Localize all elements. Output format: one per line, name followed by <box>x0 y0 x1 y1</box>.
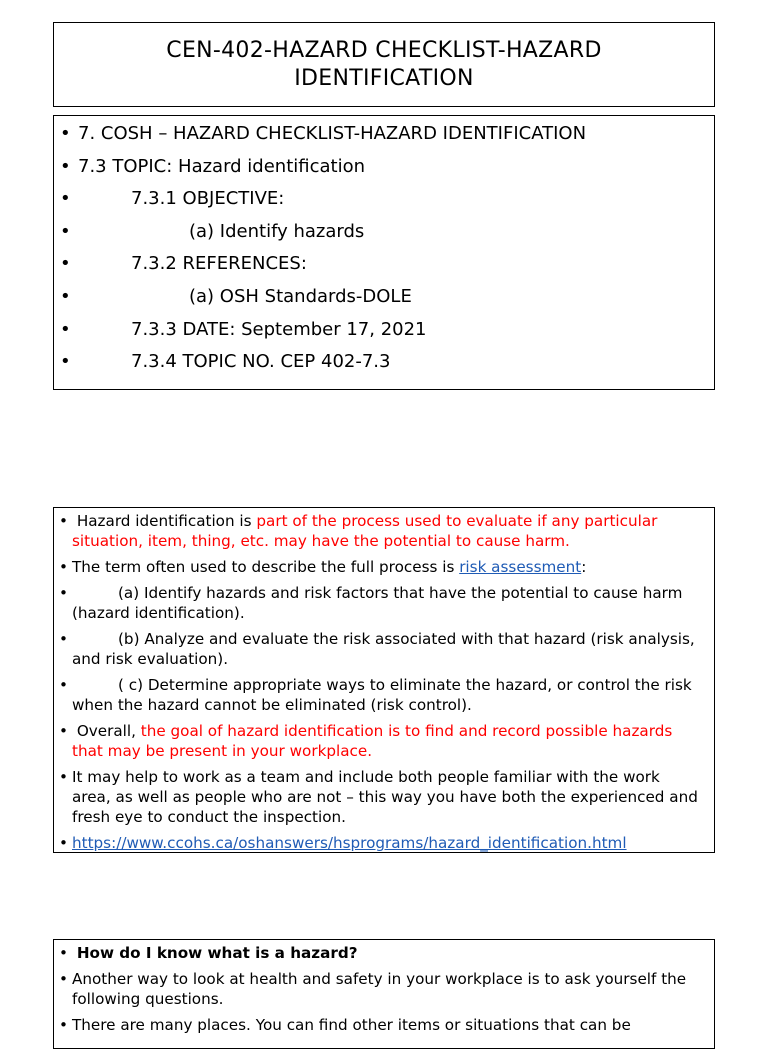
bullet-icon: • <box>59 834 68 852</box>
question-list <box>54 940 714 1035</box>
hazard-identification-box <box>53 507 715 853</box>
bullet-icon: • <box>60 188 71 210</box>
bullet-icon: • <box>59 676 68 694</box>
bullet-icon: • <box>59 944 68 962</box>
list-item: • 7.3.1 OBJECTIVE: <box>54 185 714 218</box>
topic-list <box>54 116 714 381</box>
bullet-icon: • <box>60 285 71 307</box>
bullet-icon: • <box>60 220 71 242</box>
bullet-icon: • <box>59 1016 68 1034</box>
bullet-icon: • <box>59 630 68 648</box>
bullet-icon: • <box>59 722 68 740</box>
ccohs-url-link[interactable]: https://www.ccohs.ca/oshanswers/hsprograms/hazard_identification.html <box>72 834 627 852</box>
page-title <box>54 23 714 93</box>
list-item: • Hazard identification is part of the process used to evaluate if any particular situation, item, thing, etc. may have the potential to cause harm. <box>59 512 658 550</box>
bullet-icon: • <box>60 351 71 373</box>
bullet-icon: • <box>59 970 68 988</box>
bullet-icon: • <box>59 512 68 530</box>
list-item: • (b) Analyze and evaluate the risk associated with that hazard (risk analysis, and risk evaluation). <box>59 630 695 668</box>
bullet-icon: • <box>59 768 68 786</box>
list-item: • 7.3.3 DATE: September 17, 2021 <box>54 316 714 349</box>
list-item: • (a) Identify hazards <box>54 218 714 251</box>
hazard-list <box>54 508 714 853</box>
list-item <box>54 833 714 853</box>
bullet-icon: • <box>59 584 68 602</box>
bullet-icon: • <box>60 253 71 275</box>
list-item: • 7.3.2 REFERENCES: <box>54 250 714 283</box>
list-item: • 7. COSH – HAZARD CHECKLIST-HAZARD IDENTIFICATION <box>54 120 714 153</box>
title-box <box>53 22 715 107</box>
bullet-icon: • <box>60 318 71 340</box>
list-item: • 7.3.4 TOPIC NO. CEP 402-7.3 <box>54 348 714 381</box>
title-line-2: IDENTIFICATION <box>294 66 474 91</box>
list-item: • Another way to look at health and safety in your workplace is to ask yourself the following questions. <box>59 970 687 1008</box>
topic-info-box <box>53 115 715 390</box>
risk-assessment-link[interactable]: risk assessment <box>459 558 582 576</box>
list-item: • (a) Identify hazards and risk factors that have the potential to cause harm (hazard identification). <box>59 584 683 622</box>
list-item: • The term often used to describe the full process is risk assessment: <box>59 558 587 576</box>
list-item: • ( c) Determine appropriate ways to eliminate the hazard, or control the risk when the hazard cannot be eliminated (risk control). <box>59 676 692 714</box>
list-item: • It may help to work as a team and include both people familiar with the work area, as well as people who are not – this way you have both the experienced and fresh eye to conduct the inspection. <box>59 768 698 826</box>
list-item: • 7.3 TOPIC: Hazard identification <box>54 153 714 186</box>
list-item: • There are many places. You can find other items or situations that can be <box>59 1016 631 1034</box>
list-item: • Overall, the goal of hazard identification is to find and record possible hazards that may be present in your workplace. <box>59 722 673 760</box>
bullet-icon: • <box>59 558 68 576</box>
highlighted-text: part of the process used to evaluate if any particular situation, item, thing, etc. may have the potential to cause harm. <box>72 512 658 550</box>
list-item: • (a) OSH Standards-DOLE <box>54 283 714 316</box>
bullet-icon: • <box>60 123 71 144</box>
bullet-icon: • <box>60 155 71 177</box>
highlighted-text: the goal of hazard identification is to find and record possible hazards that may be present in your workplace. <box>72 722 673 760</box>
question-heading: How do I know what is a hazard? <box>76 944 358 962</box>
title-line-1: CEN-402-HAZARD CHECKLIST-HAZARD <box>166 38 602 63</box>
hazard-question-box <box>53 939 715 1049</box>
list-item <box>54 943 714 963</box>
